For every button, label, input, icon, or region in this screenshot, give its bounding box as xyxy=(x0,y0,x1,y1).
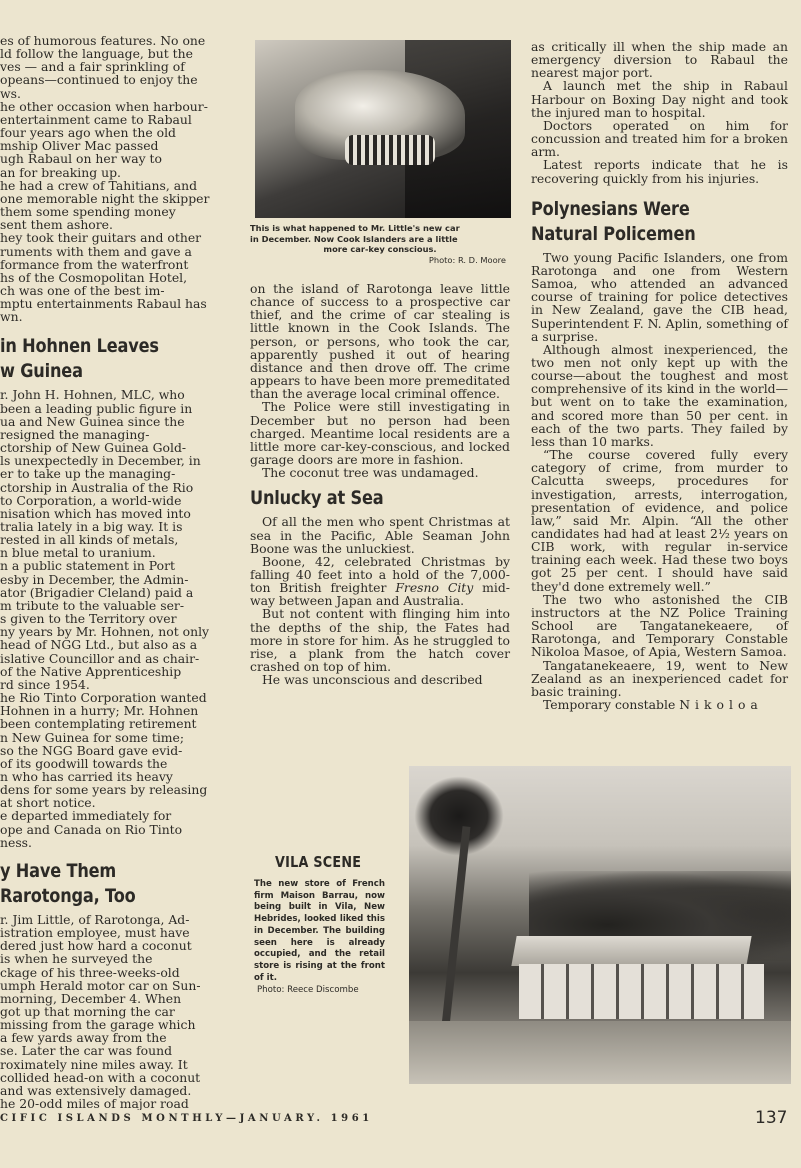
unlucky-paragraph-4: He was unconscious and described xyxy=(262,672,483,688)
text-line: hs of the Cosmopolitan Hotel, xyxy=(0,269,188,285)
hohnen-heading-line1: in Hohnen Leaves xyxy=(0,335,159,358)
text-line: them some spending money xyxy=(0,204,176,220)
text-line: ness. xyxy=(0,834,32,850)
intro-paragraph xyxy=(0,34,232,100)
police-paragraph-5: Tangatanekeaere, 19, went to New Zealand as an inexperienced cadet for basic training. xyxy=(531,657,788,699)
unlucky-paragraph-3: But not content with flinging him into the depths of the ship, the Fates had more in store for him. As he struggled to rise, a plank from the hatch cover crashed on top of him. xyxy=(250,606,510,675)
text-line: ls unexpectedly in December, in xyxy=(0,453,201,469)
text-line: ctorship of New Guinea Gold- xyxy=(0,440,187,456)
hohnen-article xyxy=(0,388,232,848)
text-line: umph Herald motor car on Sun- xyxy=(0,977,201,993)
text-line: ator (Brigadier Cleland) paid a xyxy=(0,584,194,600)
text-line: n who has carried its heavy xyxy=(0,768,173,784)
column-middle xyxy=(250,282,510,686)
text-line: four years ago when the old xyxy=(0,125,176,141)
police-paragraph-1: Two young Pacific Islanders, one from Rarotonga and one from Western Samoa, who attended an advanced course of training for police detectives in New Zealand, gave the CIB head, Superintendent F. N. Aplin, something of a surprise. xyxy=(531,249,788,344)
car-grill-image xyxy=(345,135,435,165)
text-line: he other occasion when harbour- xyxy=(0,98,208,114)
text-line: hey took their guitars and other xyxy=(0,230,202,246)
unlucky-heading: Unlucky at Sea xyxy=(250,487,384,510)
foreground-ground xyxy=(409,1021,791,1084)
text-line: opeans—continued to enjoy the xyxy=(0,72,198,88)
text-line: istration employee, must have xyxy=(0,925,190,941)
text-line: roximately nine miles away. It xyxy=(0,1056,188,1072)
text-line: so the NGG Board gave evid- xyxy=(0,742,183,758)
text-line: mptu entertainments Rabaul has xyxy=(0,296,207,312)
car-caption-line3: more car-key conscious. xyxy=(323,244,437,254)
hohnen-heading xyxy=(0,334,197,384)
unlucky-p2-start: Boone, 42, celebrated Christmas by falling 40 feet into a hold of the 7,000-ton British freighter xyxy=(250,553,510,596)
text-line: an for breaking up. xyxy=(0,164,121,180)
store-roof-image xyxy=(511,936,751,966)
text-line: morning, December 4. When xyxy=(0,990,182,1006)
text-line: se. Later the car was found xyxy=(0,1043,173,1059)
boone-paragraph-1: as critically ill when the ship made an emergency diversion to Rabaul the nearest major port. xyxy=(531,39,788,81)
text-line: rd since 1954. xyxy=(0,676,90,692)
store-building-image xyxy=(519,964,764,1019)
unlucky-p2-end: mid-way between Japan and Australia. xyxy=(250,580,510,609)
text-line: e departed immediately for xyxy=(0,808,172,824)
unlucky-paragraph-2 xyxy=(250,555,510,608)
police-paragraph-6 xyxy=(531,698,788,711)
text-line: es of humorous features. No one xyxy=(0,34,206,48)
little-heading-line1: y Have Them xyxy=(0,859,117,882)
text-line: one memorable night the skipper xyxy=(0,190,210,206)
text-line: ny years by Mr. Hohnen, not only xyxy=(0,624,210,640)
text-line: ves — and a fair sprinkling of xyxy=(0,59,185,75)
text-line: ugh Rabaul on her way to xyxy=(0,151,162,167)
text-line: n blue metal to uranium. xyxy=(0,545,156,561)
police-p6-start: Temporary constable xyxy=(543,697,680,713)
text-line: r. John H. Hohnen, MLC, who xyxy=(0,387,185,403)
text-line: missing from the garage which xyxy=(0,1017,196,1033)
vila-scene-caption: The new store of French firm Maison Barrau, now being built in Vila, New Hebrides, looked liked this in December. The building seen here is already occupied, and the retail store is rising at the front of it. xyxy=(254,879,385,983)
boone-paragraph-4: Latest reports indicate that he is recovering quickly from his injuries. xyxy=(531,157,788,186)
little-heading-line2: Rarotonga, Too xyxy=(0,884,136,907)
text-line: rested in all kinds of metals, xyxy=(0,532,179,548)
text-line: he 20-odd miles of major road xyxy=(0,1096,189,1111)
text-line: ua and New Guinea since the xyxy=(0,413,185,429)
page-footer xyxy=(0,1110,801,1130)
rarotonga-paragraph-3: The coconut tree was undamaged. xyxy=(262,465,479,481)
text-line: ruments with them and gave a xyxy=(0,243,192,259)
text-line: n New Guinea for some time; xyxy=(0,729,185,745)
palm-trunk-image xyxy=(440,826,471,1046)
boone-paragraph-3: Doctors operated on him for concussion and treated him for a broken arm. xyxy=(531,117,788,160)
ship-name: Fresno City xyxy=(395,580,474,596)
text-line: is when he surveyed the xyxy=(0,951,153,967)
text-line: n a public statement in Port xyxy=(0,558,175,574)
text-line: ch was one of the best im- xyxy=(0,282,165,298)
text-line: dens for some years by releasing xyxy=(0,782,208,798)
text-line: nisation which has moved into xyxy=(0,505,191,521)
text-line: ctorship in Australia of the Rio xyxy=(0,479,194,495)
page-number: 137 xyxy=(755,1108,788,1128)
text-line: entertainment came to Rabaul xyxy=(0,111,192,127)
text-line: he Rio Tinto Corporation wanted xyxy=(0,690,207,706)
little-article xyxy=(0,913,232,1110)
vila-photo-credit: Photo: Reece Discombe xyxy=(257,985,359,995)
text-line: tralia lately in a big way. It is xyxy=(0,519,183,534)
text-line: ws. xyxy=(0,85,21,101)
unlucky-paragraph-1: Of all the men who spent Christmas at sea in the Pacific, Able Seaman John Boone was the unluckiest. xyxy=(250,514,510,556)
polynesians-heading xyxy=(531,197,749,247)
column-right xyxy=(531,40,788,711)
little-heading xyxy=(0,859,197,909)
police-paragraph-4: The two who astonished the CIB instructors at the NZ Police Training School are Tangatanekeaere, of Rarotonga, and Temporary Constable Nikoloa Masoe, of Apia, Western Samoa. xyxy=(531,591,788,660)
text-line: been contemplating retirement xyxy=(0,716,197,732)
text-line: ld follow the language, but the xyxy=(0,46,193,62)
text-line: a few yards away from the xyxy=(0,1030,167,1046)
text-line: head of NGG Ltd., but also as a xyxy=(0,637,198,653)
rarotonga-paragraph-1: on the island of Rarotonga leave little chance of success to a prospective car thief, and the crime of car stealing is little known in the Cook Islands. The person, or persons, who took the car, apparently pushed it out of hearing distance and then drove off. The crime appears to have been more premeditated than the average local criminal offence. xyxy=(250,281,510,402)
vila-store-photo xyxy=(409,766,791,1084)
police-paragraph-2: Although almost inexperienced, the two men not only kept up with the course—about the toughest and most comprehensive of its kind in the world—but went on to take the examination, and scored more than 50 per cent. in each of the two parts. They failed by less than 10 marks. xyxy=(531,341,788,449)
rarotonga-paragraph-2: The Police were still investigating in December but no person had been charged. Meantime local residents are a little more car-key-conscious, and locked garage doors are more in fashion. xyxy=(250,399,510,468)
text-line: to Corporation, a world-wide xyxy=(0,492,182,508)
text-line: mship Oliver Mac passed xyxy=(0,138,159,154)
text-line: islative Councillor and as chair- xyxy=(0,650,200,666)
text-line: esby in December, the Admin- xyxy=(0,571,189,587)
text-line: got up that morning the car xyxy=(0,1004,175,1019)
column-left xyxy=(0,34,232,1110)
text-line: of its goodwill towards the xyxy=(0,755,168,771)
text-line: at short notice. xyxy=(0,795,96,811)
polynesians-heading-line1: Polynesians Were xyxy=(531,197,690,220)
text-line: ope and Canada on Rio Tinto xyxy=(0,821,183,837)
text-line: ckage of his three-weeks-old xyxy=(0,964,180,980)
car-caption-line2: in December. Now Cook Islanders are a little xyxy=(250,233,458,244)
polynesians-heading-line2: Natural Policemen xyxy=(531,222,696,245)
text-line: been a leading public figure in xyxy=(0,400,193,416)
text-line: he had a crew of Tahitians, and xyxy=(0,177,198,193)
text-line: er to take up the managing- xyxy=(0,466,176,482)
text-line: formance from the waterfront xyxy=(0,256,189,272)
text-line: dered just how hard a coconut xyxy=(0,938,192,954)
car-caption-line1: This is what happened to Mr. Little's new car xyxy=(250,223,460,233)
text-line: s given to the Territory over xyxy=(0,611,177,627)
police-p6-name: Nikoloa xyxy=(679,697,763,713)
palm-tree-image xyxy=(414,776,504,856)
text-line: r. Jim Little, of Rarotonga, Ad- xyxy=(0,911,190,927)
vila-scene-title: VILA SCENE xyxy=(275,853,362,871)
police-paragraph-3: “The course covered fully every category of crime, from murder to Calcutta sweeps, procedures for investigation, arrests, interrogation, presentation of evidence, and police law,” said Mr. Alpin. “All the other candidates had had at least 2½ years on CIB work, with regular in-service training each week. Had these two boys got 25 per cent. I should have said they'd done extremely well.” xyxy=(531,447,788,594)
running-footer: CIFIC ISLANDS MONTHLY—JANUARY. 1961 xyxy=(0,1113,373,1124)
car-wreck-photo xyxy=(255,40,511,218)
text-line: of the Native Apprenticeship xyxy=(0,663,182,679)
car-photo-caption xyxy=(250,223,510,265)
car-photo-credit: Photo: R. D. Moore xyxy=(428,254,506,265)
text-line: wn. xyxy=(0,309,23,325)
text-line: sent them ashore. xyxy=(0,217,113,233)
text-line: and was extensively damaged. xyxy=(0,1082,192,1098)
hohnen-heading-line2: w Guinea xyxy=(0,360,83,383)
text-line: collided head-on with a coconut xyxy=(0,1069,201,1085)
text-line: Hohnen in a hurry; Mr. Hohnen xyxy=(0,703,199,719)
text-line: resigned the managing- xyxy=(0,426,150,442)
text-line: m tribute to the valuable ser- xyxy=(0,597,185,613)
occasion-paragraph xyxy=(0,100,232,324)
boone-paragraph-2: A launch met the ship in Rabaul Harbour on Boxing Day night and took the injured man to hospital. xyxy=(531,78,788,120)
